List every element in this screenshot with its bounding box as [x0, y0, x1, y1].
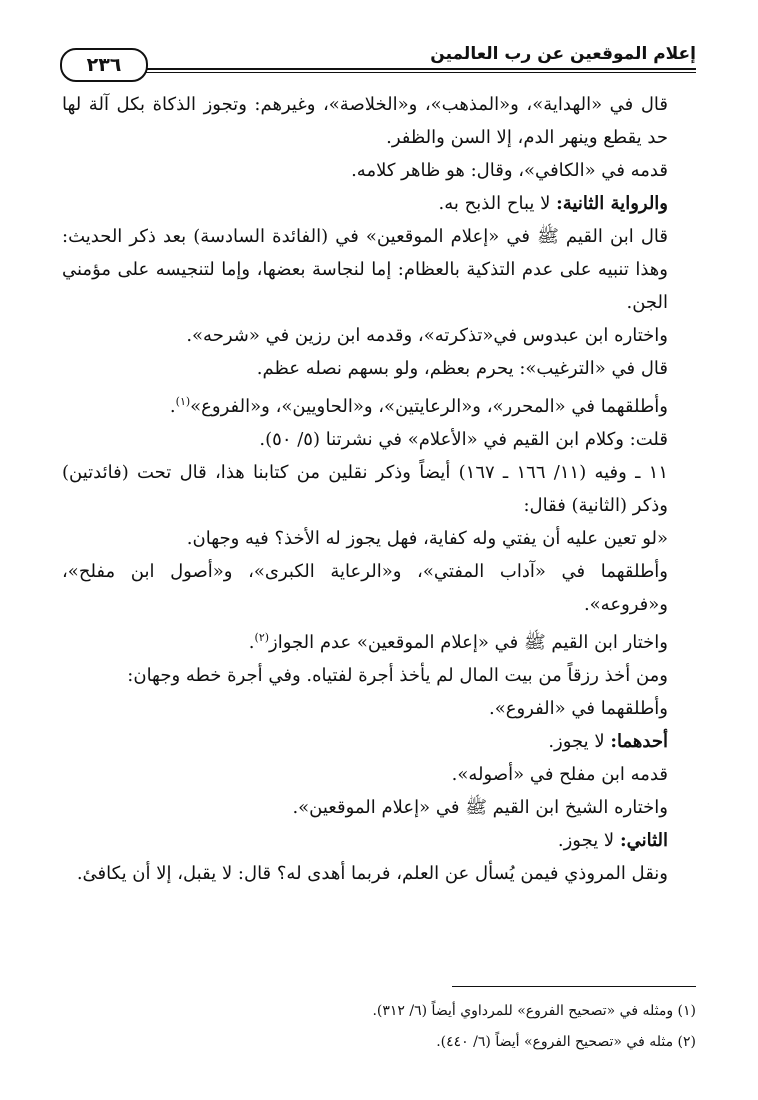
- paragraph: واختاره ابن عبدوس في«تذكرته»، وقدمه ابن رزين في «شرحه».: [186, 325, 668, 346]
- paragraph: [62, 385, 696, 423]
- paragraph: قدمه ابن مفلح في «أصوله».: [451, 764, 668, 785]
- paragraph: واختاره الشيخ ابن القيم ﷺ في «إعلام الموقعين».: [292, 797, 668, 818]
- footnote: (٢) مثله في «تصحيح الفروع» أيضاً (٦/ ٤٤٠).: [436, 1034, 696, 1050]
- paragraph: قال في «الترغيب»: يحرم بعظم، ولو بسهم نصله عظم.: [256, 358, 668, 379]
- label-first: أحدهما:: [610, 731, 668, 752]
- page-body: [62, 88, 696, 890]
- header-rule: [62, 68, 696, 73]
- paragraph: [62, 725, 696, 758]
- paragraph: [62, 187, 696, 220]
- paragraph: [62, 621, 696, 659]
- paragraph-end: .: [169, 396, 176, 417]
- paragraph: وأطلقهما في «الفروع».: [488, 698, 668, 719]
- paragraph-text: لا يباح الذبح به.: [438, 193, 551, 214]
- paragraph: وأطلقهما في «آداب المفتي»، و«الرعاية الكبرى»، و«أصول ابن مفلح»، و«فروعه».: [62, 561, 668, 615]
- running-title: إعلام الموقعين عن رب العالمين: [430, 44, 696, 64]
- label-second: الثاني:: [619, 830, 668, 851]
- paragraph: قال ابن القيم ﷺ في «إعلام الموقعين» في (الفائدة السادسة) بعد ذكر الحديث: وهذا تنبيه على عدم التذكية بالعظام: إما لنجاسة بعضها، وإما لتنجيسه على مؤمني الجن.: [62, 226, 668, 313]
- paragraph-text: وأطلقهما في «المحرر»، و«الرعايتين»، و«الحاويين»، و«الفروع»: [190, 396, 668, 417]
- page-header: [62, 40, 696, 74]
- paragraph-end: .: [248, 632, 255, 653]
- paragraph: ومن أخذ رزقاً من بيت المال لم يأخذ أجرة لفتياه. وفي أجرة خطه وجهان:: [127, 665, 668, 686]
- footnotes: [62, 996, 696, 1058]
- footnote: (١) ومثله في «تصحيح الفروع» للمرداوي أيضاً (٦/ ٣١٢).: [372, 1003, 696, 1019]
- page-number: ٢٣٦: [60, 48, 148, 82]
- footnote-ref: (١): [175, 395, 191, 408]
- paragraph-text: واختار ابن القيم ﷺ في «إعلام الموقعين» عدم الجواز: [269, 632, 668, 653]
- paragraph: ١١ ـ وفيه (١١/ ١٦٦ ـ ١٦٧) أيضاً وذكر نقلين من كتابنا هذا، قال تحت (فائدتين) وذكر (الثانية) فقال:: [62, 462, 669, 516]
- paragraph: قلت: وكلام ابن القيم في «الأعلام» في نشرتنا (٥/ ٥٠).: [259, 429, 668, 450]
- paragraph: قدمه في «الكافي»، وقال: هو ظاهر كلامه.: [351, 160, 668, 181]
- paragraph-text: لا يجوز.: [548, 731, 605, 752]
- paragraph-text: لا يجوز.: [557, 830, 615, 851]
- footnote-divider: [452, 986, 696, 987]
- paragraph: «لو تعين عليه أن يفتي وله كفاية، فهل يجوز له الأخذ؟ فيه وجهان.: [186, 528, 668, 549]
- footnote-ref: (٢): [254, 631, 270, 644]
- label-second-narration: والرواية الثانية:: [556, 193, 668, 214]
- paragraph: [62, 824, 696, 857]
- paragraph: قال في «الهداية»، و«المذهب»، و«الخلاصة»، وغيرهم: وتجوز الذكاة بكل آلة لها حد يقطع وينهر الدم، إلا السن والظفر.: [62, 94, 668, 148]
- paragraph: ونقل المروذي فيمن يُسأل عن العلم، فربما أهدى له؟ قال: لا يقبل، إلا أن يكافئ.: [76, 863, 668, 884]
